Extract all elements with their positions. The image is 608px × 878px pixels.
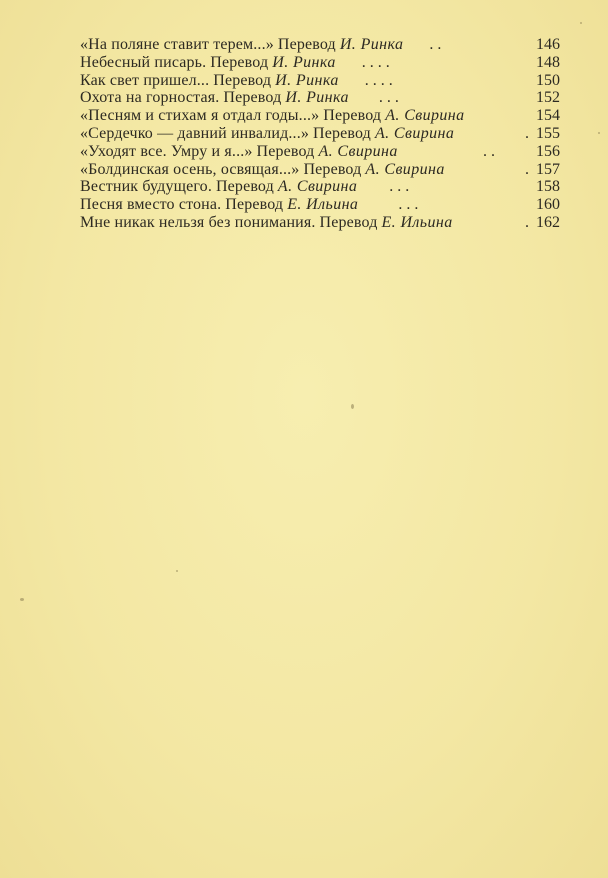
entry-translation-label: Перевод bbox=[277, 36, 336, 53]
toc-entry bbox=[80, 143, 580, 161]
entry-translation-label: Перевод bbox=[303, 160, 362, 178]
dot-leader: . bbox=[525, 213, 529, 231]
toc-entry bbox=[80, 107, 580, 125]
dot-leader: . . bbox=[483, 142, 495, 160]
dot-leader: . . bbox=[429, 36, 442, 53]
toc-entry bbox=[80, 36, 580, 54]
entry-page-number: 154 bbox=[536, 107, 560, 125]
entry-page-number: 146 bbox=[536, 36, 560, 53]
entry-page-number: 157 bbox=[536, 160, 560, 178]
paper-speck bbox=[20, 598, 24, 601]
entry-translation-label: Перевод bbox=[323, 107, 382, 125]
entry-translation-label: Перевод bbox=[223, 89, 282, 107]
entry-page-number: 162 bbox=[536, 213, 560, 231]
entry-translator: А. Свирина bbox=[277, 178, 358, 196]
entry-title: Мне никак нельзя без понимания. bbox=[80, 213, 316, 231]
entry-translation-label: Перевод bbox=[215, 178, 274, 196]
paper-speck bbox=[598, 132, 600, 134]
entry-translation-label: Перевод bbox=[313, 124, 371, 142]
dot-leader: . . . bbox=[378, 89, 399, 107]
entry-translator: А. Свирина bbox=[318, 142, 398, 160]
entry-translation-label: Перевод bbox=[319, 213, 378, 231]
dot-leader: . . . bbox=[389, 178, 410, 196]
paper-speck bbox=[176, 570, 178, 572]
toc-entry bbox=[80, 214, 580, 232]
entry-translator: А. Свирина bbox=[365, 160, 445, 178]
toc-entry bbox=[80, 196, 580, 214]
entry-title: Небесный писарь. bbox=[80, 53, 207, 71]
paper-speck bbox=[580, 22, 582, 24]
entry-translator: И. Ринка bbox=[339, 36, 404, 53]
entry-title: «Песням и стихам я отдал годы...» bbox=[80, 107, 320, 125]
entry-translator: Е. Ильина bbox=[381, 213, 453, 231]
entry-title: «Уходят все. Умру и я...» bbox=[80, 142, 253, 160]
entry-title: «Болдинская осень, освящая...» bbox=[80, 160, 300, 178]
entry-page-number: 148 bbox=[536, 53, 560, 71]
entry-page-number: 160 bbox=[536, 196, 560, 214]
entry-page-number: 152 bbox=[536, 89, 560, 107]
entry-title: «На поляне ставит терем...» bbox=[80, 36, 274, 53]
entry-title: «Сердечко — давний инвалид...» bbox=[80, 124, 309, 142]
dot-leader: . bbox=[525, 124, 529, 142]
toc-entry bbox=[80, 125, 580, 143]
entry-translator: И. Ринка bbox=[285, 89, 349, 107]
dot-leader: . . . . bbox=[364, 71, 393, 89]
entry-title: Вестник будущего. bbox=[80, 178, 212, 196]
entry-translator: И. Ринка bbox=[272, 53, 336, 71]
entry-page-number: 156 bbox=[536, 142, 560, 160]
entry-translation-label: Перевод bbox=[225, 196, 284, 214]
entry-translator: А. Свирина bbox=[374, 124, 455, 142]
entry-title: Песня вместо стона. bbox=[80, 196, 222, 214]
entry-translator: Е. Ильина bbox=[287, 196, 359, 214]
entry-title: Охота на горностая. bbox=[80, 89, 220, 107]
toc-entry bbox=[80, 72, 580, 90]
toc-entry bbox=[80, 54, 580, 72]
entry-translator: И. Ринка bbox=[275, 71, 339, 89]
entry-page-number: 158 bbox=[536, 178, 560, 196]
toc-entry bbox=[80, 178, 580, 196]
dot-leader: . bbox=[525, 160, 529, 178]
toc-entry bbox=[80, 89, 580, 107]
entry-page-number: 155 bbox=[536, 124, 560, 142]
entry-translation-label: Перевод bbox=[210, 53, 269, 71]
entry-title: Как свет пришел... bbox=[80, 71, 210, 89]
entry-page-number: 150 bbox=[536, 71, 560, 89]
entry-translation-label: Перевод bbox=[256, 142, 315, 160]
entry-translation-label: Перевод bbox=[213, 71, 272, 89]
table-of-contents bbox=[80, 36, 580, 232]
entry-translator: А. Свирина bbox=[385, 107, 465, 125]
dot-leader: . . . bbox=[398, 196, 419, 214]
toc-entry bbox=[80, 161, 580, 179]
paper-speck bbox=[351, 404, 354, 409]
dot-leader: . . . . bbox=[361, 53, 390, 71]
